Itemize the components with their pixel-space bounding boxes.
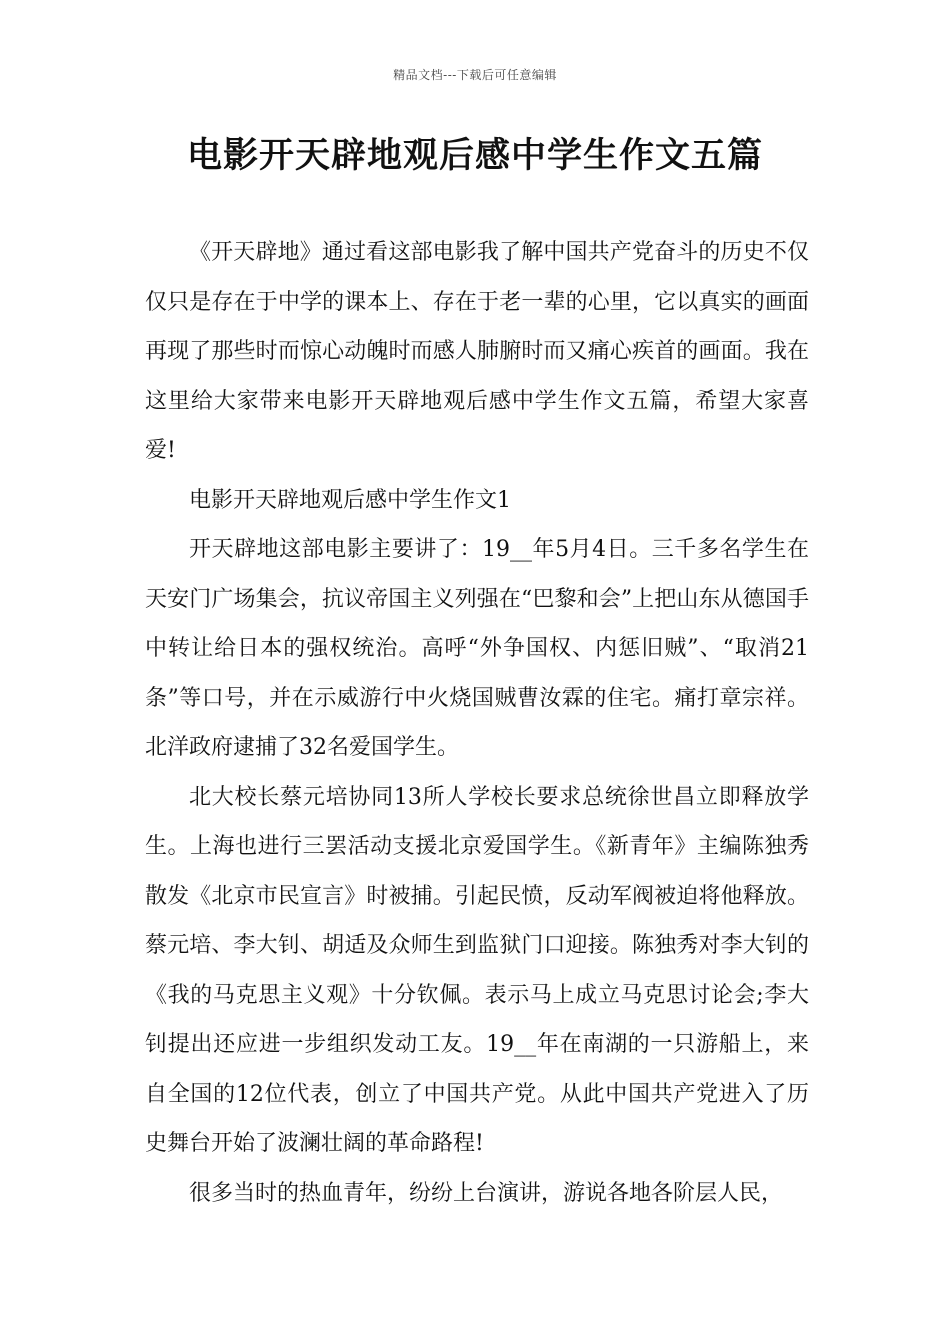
body-paragraph: 很多当时的热血青年，纷纷上台演讲，游说各地各阶层人民， — [189, 1180, 784, 1206]
document-title: 电影开天辟地观后感中学生作文五篇 — [186, 135, 763, 176]
page-header-note: 精品文档---下载后可任意编辑 — [393, 68, 557, 82]
body-paragraph: 北大校长蔡元培协同13所人学校长要求总统徐世昌立即释放学生。上海也进行三罢活动支援北京爱国学生。《新青年》主编陈独秀散发《北京市民宣言》时被捕。引起民愤，反动军阀被迫将他释放。蔡元培、李大钊、胡适及众师生到监狱门口迎接。陈独秀对李大钊的《我的马克思主义观》十分钦佩。表示马上成立马克思讨论会;李大钊提出还应进一步组织发动工友。19__年在南湖的一只游船上，来自全国的12位代表，创立了中国共产党。从此中国共产党进入了历史舞台开始了波澜壮阔的革命路程! — [145, 784, 809, 1156]
document-body — [145, 228, 809, 1218]
intro-paragraph: 《开天辟地》通过看这部电影我了解中国共产党奋斗的历史不仅仅只是存在于中学的课本上、存在于老一辈的心里，它以真实的画面再现了那些时而惊心动魄时而感人肺腑时而又痛心疾首的画面。我在这里给大家带来电影开天辟地观后感中学生作文五篇，希望大家喜爱! — [145, 240, 809, 463]
body-paragraph: 开天辟地这部电影主要讲了：19__年5月4日。三千多名学生在天安门广场集会，抗议帝国主义列强在“巴黎和会”上把山东从德国手中转让给日本的强权统治。高呼“外争国权、内惩旧贼”、“取消21条”等口号，并在示威游行中火烧国贼曹汝霖的住宅。痛打章宗祥。北洋政府逮捕了32名爱国学生。 — [145, 537, 809, 760]
section-heading: 电影开天辟地观后感中学生作文1 — [189, 487, 511, 513]
